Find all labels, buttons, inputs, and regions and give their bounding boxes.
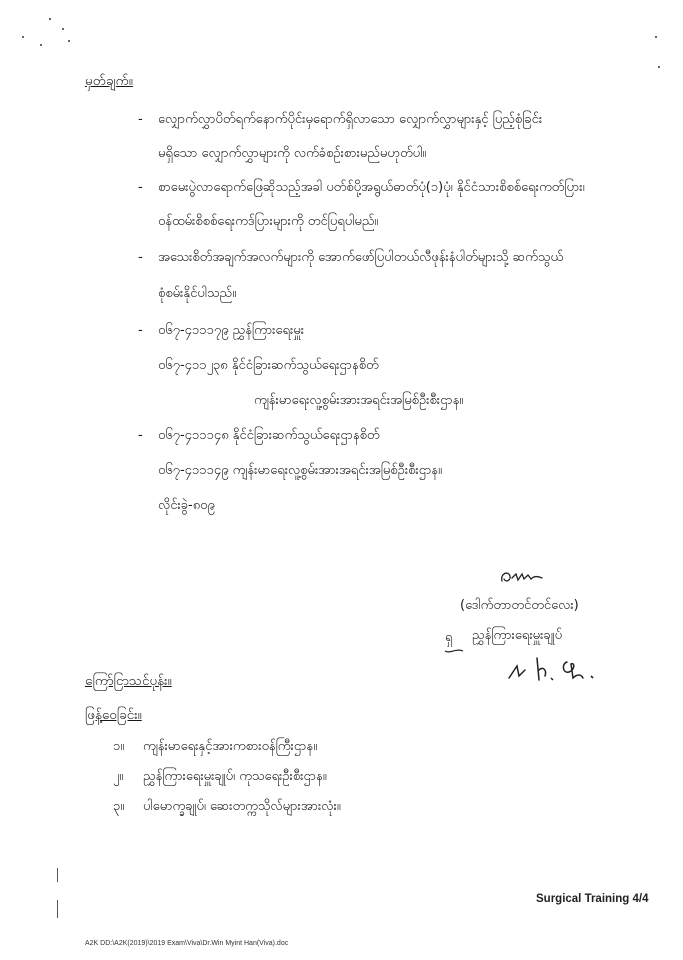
recipient-text: ပါမောက္ခချုပ်၊ ဆေးတက္ကသိုလ်များအားလုံး။ [143, 799, 341, 814]
bullet-dash: - [138, 428, 143, 443]
initials-scribble [505, 652, 600, 686]
scan-speck [658, 66, 660, 68]
margin-mark [57, 900, 58, 918]
phone-line: ၀၆၇-၄၁၁၂၃၈ နိုင်ငံခြားဆက်သွယ်ရေးဌာနစိတ် [158, 358, 379, 373]
scan-speck [49, 18, 51, 20]
recipient-number: ၁။ [113, 739, 125, 754]
note-line: မရှိသော လျှောက်လွှာများကို လက်ခံစဉ်းစားမည်မဟုတ်ပါ။ [158, 146, 427, 161]
phone-line: ၀၆၇-၄၁၁၁၄၈ နိုင်ငံခြားဆက်သွယ်ရေးဌာနစိတ် [158, 428, 380, 443]
scan-speck [40, 44, 42, 46]
recipient-text: ကျန်းမာရေးနှင့်အားကစားဝန်ကြီးဌာန။ [143, 739, 318, 754]
scan-speck [22, 36, 24, 38]
extension-line: လိုင်းခွဲ-၈၀၉ [158, 498, 215, 513]
signatory-title: ညွှန်ကြားရေးမှူးချုပ် [472, 628, 563, 643]
recipient-text: ညွှန်ကြားရေးမှူးချုပ်၊ ကုသရေးဦးစီးဌာန။ [143, 769, 327, 784]
note-line: ဝန်ထမ်းစိစစ်ရေးကဒ်ပြားများကို တင်ပြရပါမည်။ [158, 214, 379, 229]
for-mark-underline [444, 647, 464, 655]
bullet-dash: - [138, 323, 143, 338]
recipient-number: ၂။ [113, 769, 124, 784]
bullet-dash: - [138, 250, 143, 265]
for-mark-glyph: ရှ [445, 630, 453, 645]
phone-line: ၀၆၇-၄၁၁၁၇၉ ညွှန်ကြားရေးမှူး [158, 323, 305, 338]
scan-speck [62, 28, 64, 30]
scan-speck [655, 36, 657, 38]
signature-scribble [498, 566, 548, 588]
for-mark [445, 628, 452, 648]
distribution-heading: ဖြန့်ဝေခြင်း။ [85, 707, 142, 723]
note-line: လျှောက်လွှာပိတ်ရက်နောက်ပိုင်းမှရောက်ရှိလာသော လျှောက်လွှာများနှင့် ပြည့်စုံခြင်း [158, 112, 543, 127]
margin-mark [57, 868, 58, 882]
signatory-name: (ဒေါက်တာတင်တင်လေး) [460, 598, 579, 613]
scan-speck [68, 40, 70, 42]
bullet-dash: - [138, 112, 143, 127]
note-line: စုံစမ်းနိုင်ပါသည်။ [158, 286, 237, 301]
page-footer-label: Surgical Training 4/4 [536, 893, 649, 905]
note-line: စာမေးပွဲလာရောက်ဖြေဆိုသည့်အခါ ပတ်စ်ပို့အရွယ်ဓာတ်ပုံ(၁)ပုံ၊ နိုင်ငံသားစိစစ်ရေးကတ်ပြား၊ [158, 180, 585, 195]
bullet-dash: - [138, 180, 143, 195]
note-line: အသေးစိတ်အချက်အလက်များကို အောက်ဖော်ပြပါတယ်လီဖုန်းနံပါတ်များသို့ ဆက်သွယ် [158, 250, 564, 265]
recipient-number: ၃။ [113, 799, 125, 814]
file-path: A2K DD:\A2K(2019)\2019 Exam\Viva\Dr.Win Myint Han(Viva).doc [85, 940, 289, 947]
phone-line: ၀၆၇-၄၁၁၁၄၉ ကျန်းမာရေးလူ့စွမ်းအားအရင်းအမြစ်ဦးစီးဌာန။ [158, 463, 442, 478]
notes-heading: မှတ်ချက်။ [85, 73, 133, 89]
phone-line-cont: ကျန်းမာရေးလူ့စွမ်းအားအရင်းအမြစ်ဦးစီးဌာန။ [254, 393, 464, 408]
notice-board-heading: ကြော်ငြာသင်ပုန်း။ [85, 673, 172, 689]
